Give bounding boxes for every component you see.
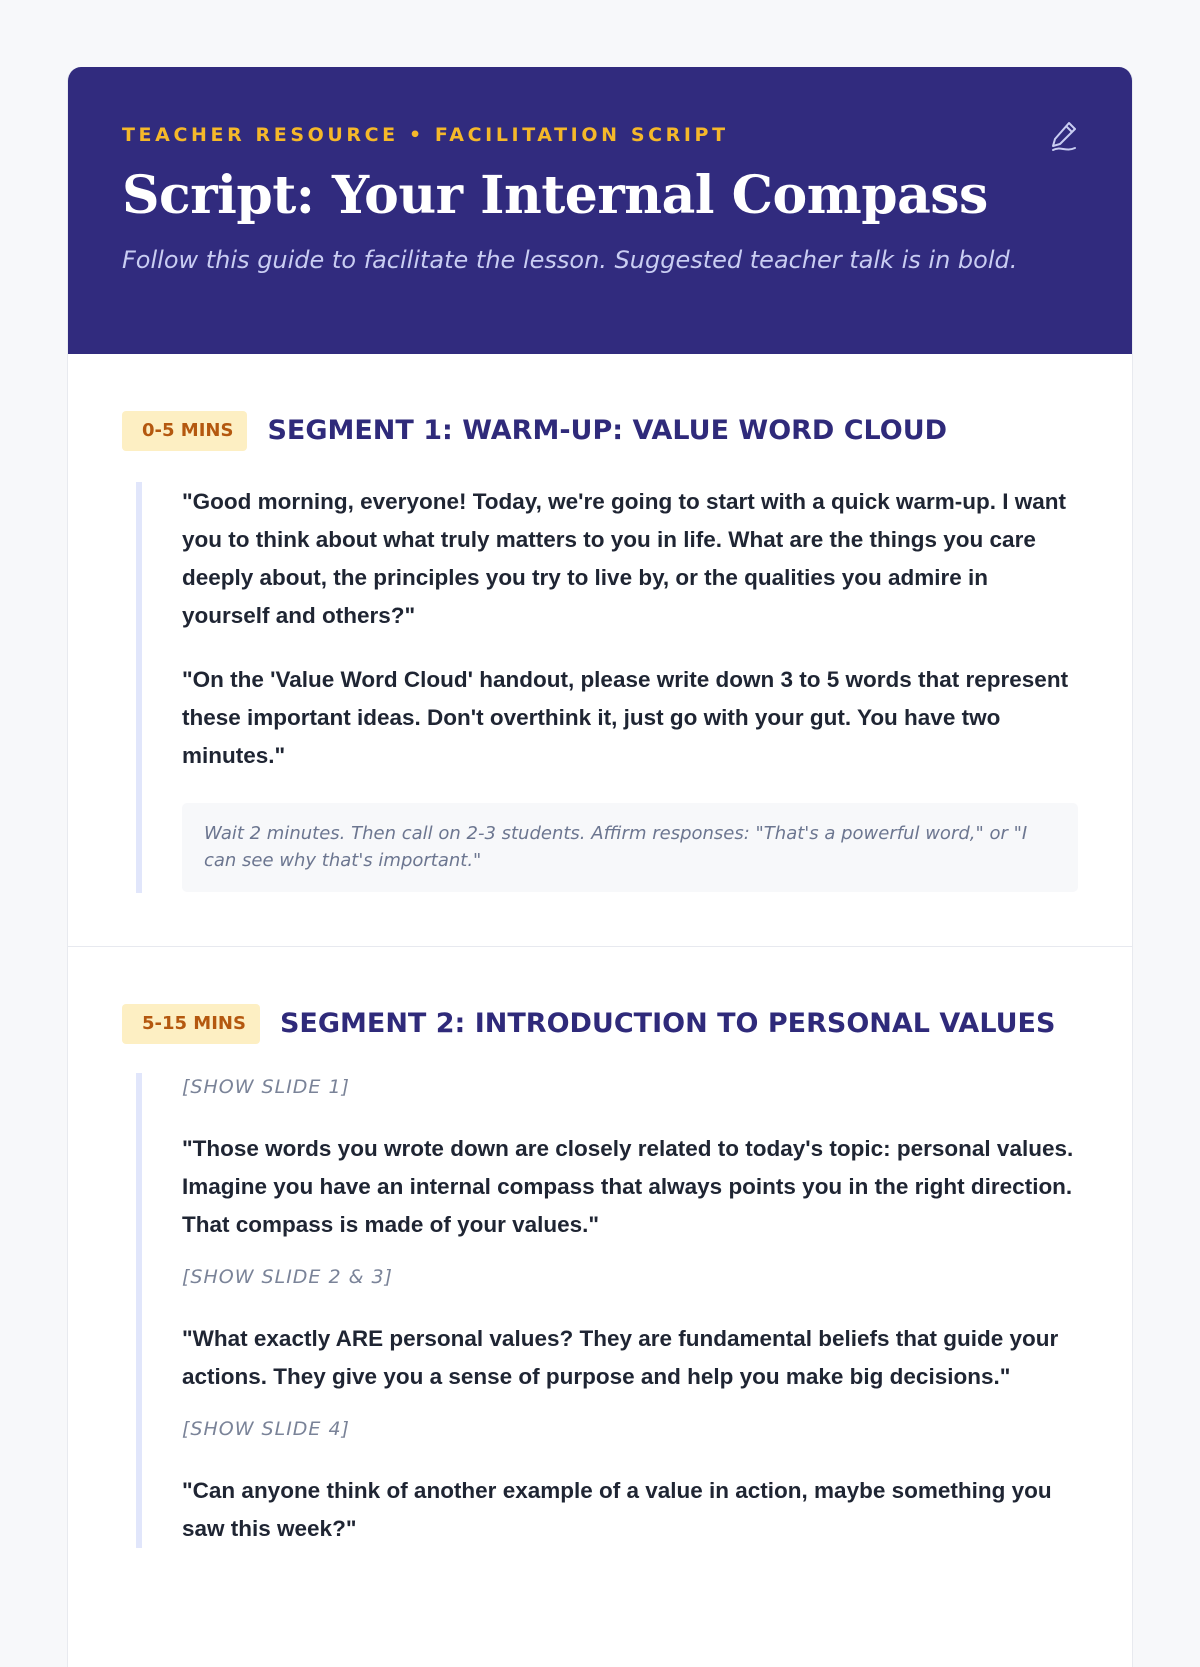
script-card: [67, 67, 1133, 1667]
teacher-talk: "Those words you wrote down are closely related to today's topic: personal values. Imagine you have an internal compass that always points you in the right direction. That compass is made of your values.": [182, 1136, 1074, 1237]
time-badge: 5-15 MINS: [122, 1004, 260, 1044]
segment-title: SEGMENT 2: INTRODUCTION TO PERSONAL VALUES: [279, 1008, 1056, 1039]
facilitator-note: Wait 2 minutes. Then call on 2-3 students. Affirm responses: "That's a powerful word," or "I can see why that's important.": [182, 803, 1078, 892]
teacher-talk: "Can anyone think of another example of a value in action, maybe something you saw this week?": [182, 1478, 1052, 1541]
teacher-talk: "Good morning, everyone! Today, we're going to start with a quick warm-up. I want you to think about what truly matters to you in life. What are the things you care deeply about, the principles you try to live by, or the qualities you admire in yourself and others?": [182, 489, 1067, 628]
page-title: Script: Your Internal Compass: [122, 165, 988, 226]
page-subtitle: Follow this guide to facilitate the lesson. Suggested teacher talk is in bold.: [122, 246, 1018, 274]
segment-2: [68, 947, 1132, 1548]
segment-body: [136, 482, 1078, 893]
eyebrow-label: TEACHER RESOURCE • FACILITATION SCRIPT: [122, 124, 729, 146]
teacher-talk: "What exactly ARE personal values? They are fundamental beliefs that guide your actions. They give you a sense of purpose and help you make big decisions.": [182, 1326, 1059, 1389]
page-header: [68, 67, 1132, 354]
teacher-talk: "On the 'Value Word Cloud' handout, please write down 3 to 5 words that represent these important ideas. Don't overthink it, just go with your gut. You have two minutes.": [182, 667, 1069, 768]
slide-cue: [SHOW SLIDE 4]: [182, 1418, 350, 1440]
time-badge: 0-5 MINS: [122, 411, 247, 451]
segment-1: [68, 354, 1132, 947]
segment-header: [122, 1004, 1078, 1044]
slide-cue: [SHOW SLIDE 2 & 3]: [182, 1266, 393, 1288]
pencil-icon[interactable]: [1048, 119, 1080, 153]
segment-header: [122, 411, 1078, 451]
slide-cue: [SHOW SLIDE 1]: [182, 1076, 350, 1098]
segment-body: [136, 1073, 1078, 1548]
segment-title: SEGMENT 1: WARM-UP: VALUE WORD CLOUD: [267, 415, 948, 446]
